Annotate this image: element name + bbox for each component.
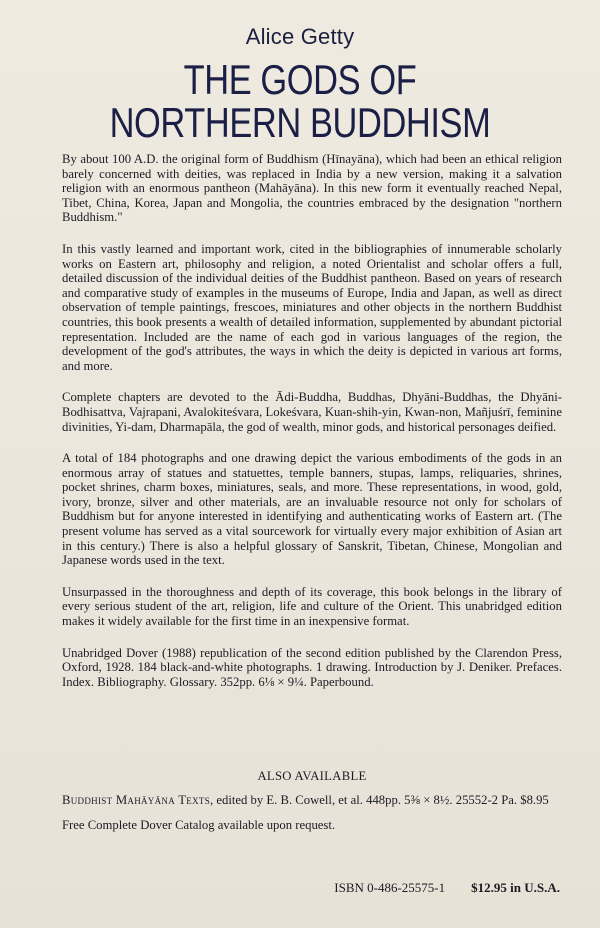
paragraph-photographs: A total of 184 photographs and one drawing depict the various embodiments of the gods in an enormous array of statues and statuettes, temple banners, stupas, lamps, reliquaries, shrines, pocket shrines, charm boxes, miniatures, seals, and more. These representations, in wood, gold, ivory, bronze, silver and other materials, are an invaluable resource not only for scholars of Buddhism but for anyone interested in identifying and authenticating works of Eastern art. (The present volume has served as a vital sourcework for virtually every major exhibition of Asian art in this century.) There is also a helpful glossary of Sanskrit, Tibetan, Chinese, Mongolian and Japanese words used in the text. <box>62 451 562 568</box>
paragraph-intro: By about 100 A.D. the original form of Buddhism (Hīnayāna), which had been an ethical religion barely concerned with deities, was replaced in India by a new version, making it a salvation religion with an enormous pantheon (Mahāyāna). In this new form it eventually reached Nepal, Tibet, China, Korea, Japan and Mongolia, the countries embraced by the designation "northern Buddhism." <box>62 152 562 225</box>
book-title <box>54 58 546 144</box>
paragraph-summary: Unsurpassed in the thoroughness and depth of its coverage, this book belongs in the library of every serious student of the art, religion, life and culture of the Orient. This unabridged edition makes it widely available for the first time in an inexpensive format. <box>62 584 562 629</box>
also-available-heading: ALSO AVAILABLE <box>257 769 367 783</box>
title-line-1: THE GODS OF <box>183 56 417 103</box>
paragraph-work: In this vastly learned and important work, cited in the bibliographies of innumerable scholarly works on Eastern art, philosophy and religion, a noted Orientalist and scholar offers a full, detailed discussion of the individual deities of the Buddhist pantheon. Based on years of research and comparative study of examples in the museums of Europe, India and Japan, as well as direct observation of temple paintings, frescoes, miniatures and other objects in the northern Buddhist countries, this book presents a wealth of detailed information, supplemented by abundant pictorial representation. Included are the name of each god in various languages of the region, the development of the god's attributes, the ways in which the deity is depicted in various art forms, and more. <box>62 241 562 373</box>
author-name: Alice Getty <box>245 24 355 49</box>
also-available-title: Buddhist Mahāyāna Texts <box>62 793 211 807</box>
also-available-details: , edited by E. B. Cowell, et al. 448pp. 5⅜ × 8½. 25552-2 Pa. $8.95 <box>210 793 549 807</box>
isbn: ISBN 0-486-25575-1 <box>334 880 446 895</box>
catalog-note: Free Complete Dover Catalog available upon request. <box>62 818 336 832</box>
also-available-section <box>62 769 562 833</box>
title-line-2: NORTHERN BUDDHISM <box>109 99 491 146</box>
isbn-price-line <box>0 880 560 896</box>
also-available-item <box>62 793 562 808</box>
paragraph-publication: Unabridged Dover (1988) republication of the second edition published by the Clarendon Press, Oxford, 1928. 184 black-and-white photographs. 1 drawing. Introduction by J. Deniker. Prefaces. Index. Bibliography. Glossary. 352pp. 6⅛ × 9¼. Paperbound. <box>62 645 562 689</box>
price: $12.95 in U.S.A. <box>471 880 560 895</box>
paragraph-chapters: Complete chapters are devoted to the Ādi-Buddha, Buddhas, Dhyāni-Buddhas, the Dhyāni-Bodhisattva, Vajrapani, Avalokiteśvara, Lokeśvara, Kuan-shih-yin, Kwan-non, Mañjuśrī, feminine divinities, Yi-dam, Dharmapāla, the god of wealth, minor gods, and historical personages deified. <box>62 390 562 434</box>
description-body <box>62 152 562 704</box>
